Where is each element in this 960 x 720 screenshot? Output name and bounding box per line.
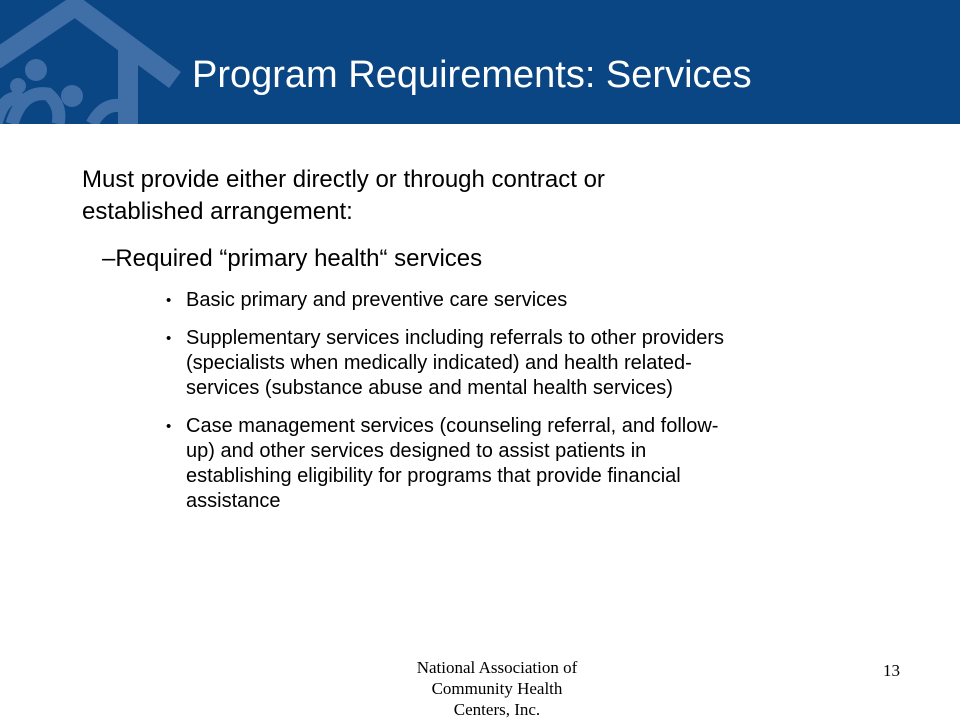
bullet-line: assistance: [186, 490, 281, 512]
lead-paragraph: [82, 164, 882, 228]
subheading: –Required “primary health“ services: [102, 245, 483, 272]
bullet-text: [186, 414, 926, 514]
bullet-line: services (substance abuse and mental health services): [186, 377, 673, 399]
header-bar: [0, 0, 960, 124]
bullet-line: establishing eligibility for programs that provide financial: [186, 465, 681, 487]
bullet-dot-icon: •: [166, 292, 172, 309]
footer-org-line: National Association of: [416, 658, 578, 677]
bullet-line: up) and other services designed to assist patients in: [186, 440, 647, 462]
slide-body: [82, 164, 882, 275]
bullet-line: (specialists when medically indicated) and health related-: [186, 352, 692, 374]
lead-line: established arrangement:: [82, 198, 353, 225]
lead-line: Must provide either directly or through contract or: [82, 166, 605, 193]
bullet-dot-icon: •: [166, 418, 172, 435]
slide-title: Program Requirements: Services: [192, 54, 752, 96]
bullet-text: [186, 288, 926, 313]
bullet-list: [166, 288, 926, 527]
bullet-item: [166, 414, 926, 514]
footer-organization: [392, 657, 602, 720]
bullet-text: [186, 326, 926, 401]
bullet-line: Basic primary and preventive care services: [186, 289, 568, 311]
page-number: 13: [883, 661, 900, 680]
house-with-people-icon: [0, 0, 190, 124]
bullet-line: Case management services (counseling referral, and follow-: [186, 415, 719, 437]
footer-org-line: Centers, Inc.: [453, 700, 541, 719]
bullet-item: [166, 288, 926, 313]
bullet-dot-icon: •: [166, 330, 172, 347]
bullet-item: [166, 326, 926, 401]
footer-org-line: Community Health: [431, 679, 563, 698]
bullet-line: Supplementary services including referrals to other providers: [186, 327, 725, 349]
